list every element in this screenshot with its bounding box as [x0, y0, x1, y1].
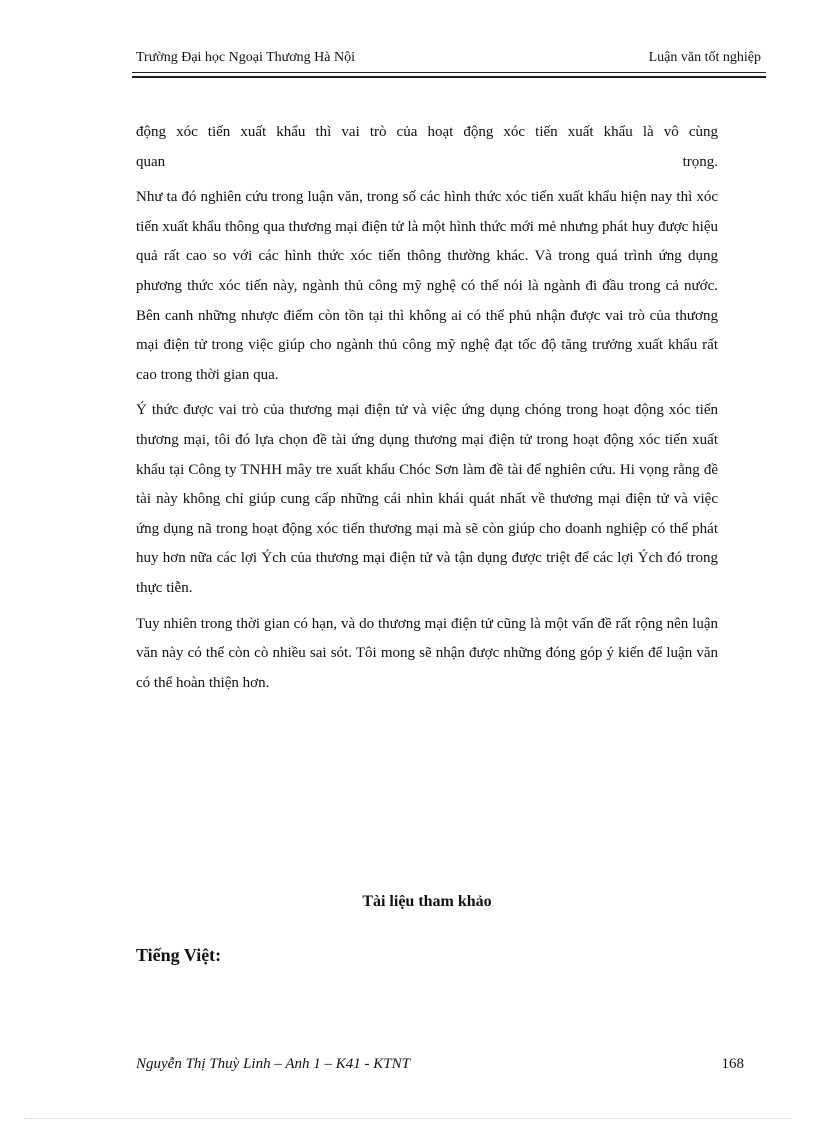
paragraph-continuation-line-1: động xóc tiến xuất khẩu thì vai trò của hoạt động xóc tiến xuất khẩu là vô cùng	[136, 124, 718, 140]
paragraph-continuation-line-2	[136, 148, 718, 178]
continuation-text: quan trọng.	[136, 153, 718, 170]
footer-author: Nguyễn Thị Thuỳ Linh – Anh 1 – K41 - KTNT	[136, 1056, 410, 1072]
header-school: Trường Đại học Ngoại Thương Hà Nội	[136, 50, 355, 65]
page-number: 168	[721, 1056, 744, 1072]
paragraph-ecommerce-role: Như ta đó nghiên cứu trong luận văn, trong số các hình thức xóc tiến xuất khẩu hiện nay thì xóc tiến xuất khẩu thông qua thương mại điện tử là một hình thức mới mẻ nhưng phát huy được hiệu quả rất cao so với các hình thức xóc tiến thông thường khác. Và trong quá trình ứng dụng phương thức xóc tiến này, ngành thủ công mỹ nghệ có thể nói là ngành đi đầu trong cả nước. Bên canh những nhược điểm còn tồn tại thì không ai có thể phủ nhận được vai trò của thương mại điện tử trong việc giúp cho ngành thủ công mỹ nghệ đạt tốc độ tăng trưởng xuất khẩu rất cao trong thời gian qua.	[136, 189, 718, 383]
body-text	[136, 118, 718, 704]
header-rule-thin	[132, 72, 766, 73]
references-subtitle: Tiếng Việt:	[136, 945, 222, 965]
page-header	[136, 48, 761, 70]
page-bottom-border	[24, 1118, 792, 1119]
paragraph-limitations: Tuy nhiên trong thời gian có hạn, và do thương mại điện tử cũng là một vấn đề rất rộng nên luận văn này có thể còn cò nhiều sai sót. Tôi mong sẽ nhận được những đóng góp ý kiến để luận văn có thể hoàn thiện hơn.	[136, 615, 718, 691]
header-doc-type: Luận văn tốt nghiệp	[648, 50, 761, 65]
references-title: Tài liệu tham khảo	[362, 893, 492, 910]
header-rule-thick	[132, 76, 766, 78]
paragraph-topic-choice: Ý thức được vai trò của thương mại điện tử và việc ứng dụng chóng trong hoạt động xóc tiến thương mại, tôi đó lựa chọn đề tài ứng dụng thương mại điện tử trong hoạt động xóc tiến xuất khẩu tại Công ty TNHH mây tre xuất khẩu Chóc Sơn làm đề tài để nghiên cứu. Hi vọng rằng đề tài này không chỉ giúp cung cấp những cái nhìn khái quát nhất về thương mại điện tử và việc ứng dụng nã trong hoạt động xóc tiến thương mại mà sẽ còn giúp cho doanh nghiệp có thể phát huy hơn nữa các lợi Ých của thương mại điện tử và tận dụng được triệt để các lợi Ých đó trong thực tiễn.	[136, 402, 718, 596]
